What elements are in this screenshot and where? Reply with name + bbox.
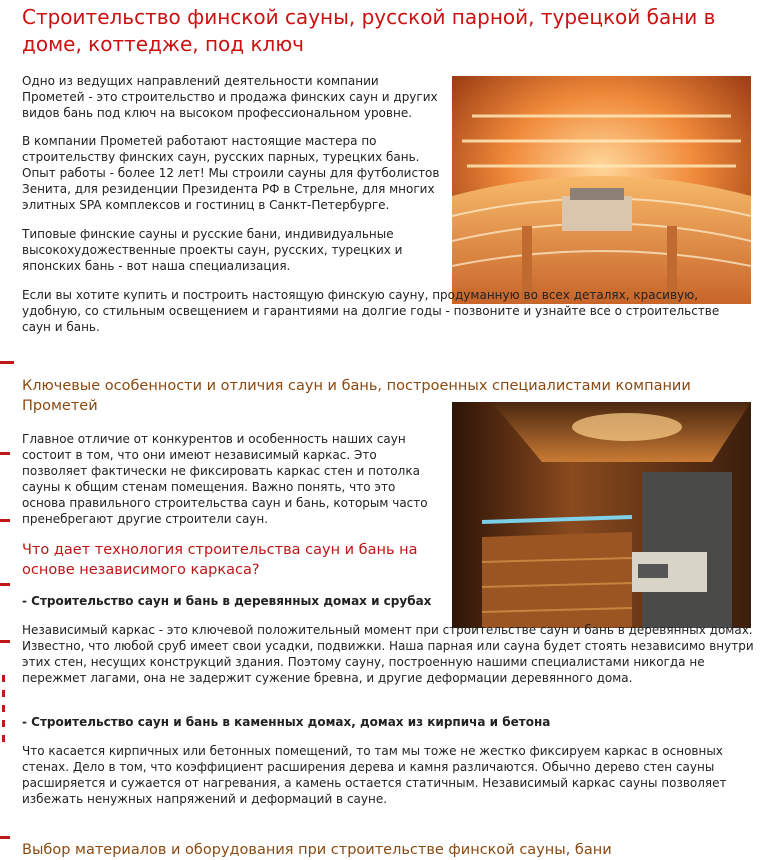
- edge-mark: [0, 519, 10, 522]
- edge-dash: [2, 690, 5, 697]
- intro-paragraph-1: Одно из ведущих направлений деятельности компании Прометей - это строительство и продажа финских саун и других видов бань под ключ на высоком профессиональном уровне.: [22, 74, 438, 120]
- intro-paragraph-3: Типовые финские сауны и русские бани, индивидуальные высокохудожественные проекты саун, русских, турецких и японских бань - вот наша специализация.: [22, 227, 403, 273]
- edge-dash: [2, 720, 5, 727]
- edge-mark: [0, 836, 10, 839]
- next-section-heading: Выбор материалов и оборудования при строительстве финской сауны, бани: [22, 842, 612, 858]
- technology-question: Что дает технология строительства саун и бань на основе независимого каркаса?: [22, 542, 418, 578]
- edge-dash: [2, 735, 5, 742]
- edge-mark: [0, 452, 10, 455]
- features-heading: Ключевые особенности и отличия саун и бань, построенных специалистами компании Прометей: [22, 378, 691, 414]
- edge-dash: [2, 675, 5, 682]
- edge-mark: [0, 583, 10, 586]
- item-wooden-title: - Строительство саун и бань в деревянных домах и срубах: [22, 594, 432, 608]
- item-stone-title: - Строительство саун и бань в каменных домах, домах из кирпича и бетона: [22, 715, 551, 729]
- sauna-photo-1: [452, 76, 751, 304]
- section-marker: [0, 361, 14, 364]
- features-paragraph-1: Главное отличие от конкурентов и особенность наших саун состоит в том, что они имеют независимый каркас. Это позволяет фактически не фиксировать каркас стен и потолка сауны к общим стенам помещения. Важно понять, что это основа правильного строительства саун и бань, которым часто пренебрегают другие строители саун.: [22, 432, 428, 526]
- item-stone-text: Что касается кирпичных или бетонных помещений, то там мы тоже не жестко фиксируем каркас в основных стенах. Дело в том, что коэффициент расширения дерева и камня различаются. Обычно дерево стен сауны расширяется и сужается от нагревания, а камень остается статичным. Независимый каркас сауны позволяет избежать ненужных напряжений и деформаций в сауне.: [22, 744, 727, 806]
- sauna-photo-2: [452, 402, 751, 628]
- page-title: Строительство финской сауны, русской парной, турецкой бани в доме, коттедже, под ключ: [22, 5, 716, 56]
- intro-paragraph-4: Если вы хотите купить и построить настоящую финскую сауну, продуманную во всех деталях, красивую, удобную, со стильным освещением и гарантиями на долгие годы - позвоните и узнайте все о строительстве саун и бань.: [22, 288, 720, 334]
- edge-mark: [0, 640, 10, 643]
- edge-dash: [2, 705, 5, 712]
- intro-paragraph-2: В компании Прометей работают настоящие мастера по строительству финских саун, русских парных, турецких бань. Опыт работы - более 12 лет! Мы строили сауны для футболистов Зенита, для резиденции Президента РФ в Стрельне, для многих элитных SPA комплексов и гостиниц в Санкт-Петербурге.: [22, 134, 440, 212]
- item-wooden-text: Независимый каркас - это ключевой положительный момент при строительстве саун и бань в деревянных домах. Известно, что любой сруб имеет свои усадки, подвижки. Наша парная или сауна будет стоять независимо внутри этих стен, несущих конструкций здания. Поэтому сауну, построенную нашими специалистами никогда не пережмет лагами, она не задержит сужение бревна, и другие деформации деревянного дома.: [22, 623, 754, 685]
